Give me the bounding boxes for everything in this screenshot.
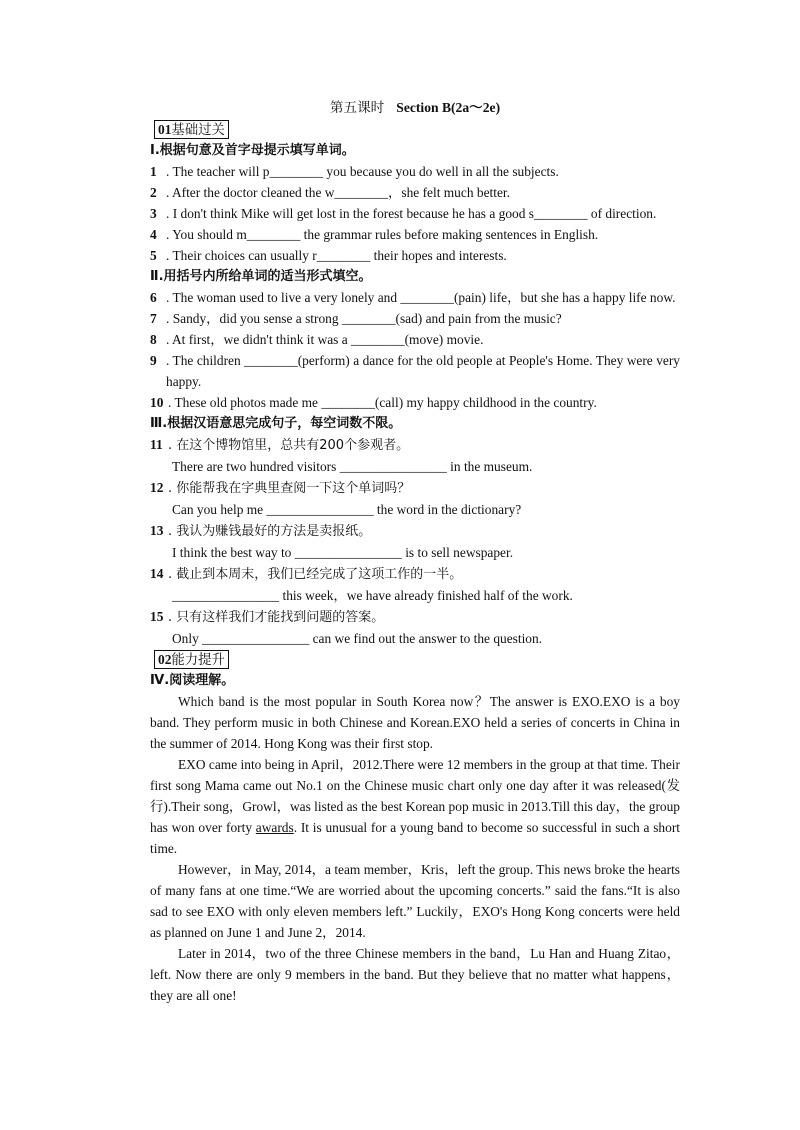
question-text: . Their choices can usually r________ their hopes and interests.	[166, 248, 507, 263]
question-7	[150, 308, 680, 329]
question-number: 4	[150, 227, 157, 242]
question-6	[150, 287, 680, 308]
question-13	[150, 520, 680, 542]
question-text: . At first，we didn't think it was a ________(move) movie.	[166, 332, 484, 347]
block-heading-basic	[154, 120, 229, 139]
question-11-english: There are two hundred visitors ________________ in the museum.	[172, 459, 533, 474]
question-text: . You should m________ the grammar rules before making sentences in English.	[166, 227, 599, 242]
question-5	[150, 245, 680, 266]
worksheet-page	[150, 98, 680, 1006]
question-1	[150, 161, 680, 182]
question-11	[150, 434, 680, 456]
block-number: 01	[158, 122, 172, 137]
passage-paragraph-4: Later in 2014，two of the three Chinese members in the band，Lu Han and Huang Zitao，left. Now there are only 9 members in the band. But they believe that no matter what happens，they are all one!	[150, 946, 680, 1003]
question-4	[150, 224, 680, 245]
question-chinese: . 在这个博物馆里，总共有200个参观者。	[168, 438, 410, 453]
part-3-title: Ⅲ.根据汉语意思完成句子，每空词数不限。	[150, 416, 402, 431]
question-12	[150, 477, 680, 499]
question-14	[150, 563, 680, 585]
question-chinese: . 你能帮我在字典里查阅一下这个单词吗？	[168, 481, 411, 496]
part-1-title: Ⅰ.根据句意及首字母提示填写单词。	[150, 143, 355, 158]
lesson-label: 第五课时	[329, 100, 385, 115]
question-text: . After the doctor cleaned the w________，she felt much better.	[166, 185, 510, 200]
block-title: 基础过关	[171, 122, 225, 137]
part-4-title: Ⅳ.阅读理解。	[150, 673, 235, 688]
question-9	[150, 350, 680, 392]
question-number: 13	[150, 523, 164, 538]
block-title: 能力提升	[171, 652, 225, 667]
part-1-items	[150, 161, 680, 266]
question-text: . The teacher will p________ you because you do well in all the subjects.	[166, 164, 559, 179]
question-15-english: Only ________________ can we find out the answer to the question.	[172, 631, 543, 646]
underlined-word: awards	[255, 820, 294, 835]
question-text: . These old photos made me ________(call) my happy childhood in the country.	[168, 395, 597, 410]
question-8	[150, 329, 680, 350]
passage-paragraph-2	[150, 754, 680, 859]
question-14-english: ________________ this week，we have already finished half of the work.	[172, 588, 573, 603]
question-number: 14	[150, 566, 164, 581]
question-chinese: . 截止到本周末，我们已经完成了这项工作的一半。	[168, 567, 463, 582]
question-chinese: . 只有这样我们才能找到问题的答案。	[168, 610, 385, 625]
paragraph-2-tail: . It is unusual for a young band to become so successful in such a short time.	[150, 820, 680, 856]
question-text: . Sandy，did you sense a strong ________(sad) and pain from the music?	[166, 311, 562, 326]
part-3-items	[150, 434, 680, 649]
passage-paragraph-3: However，in May, 2014，a team member，Kris，left the group. This news broke the hearts of many fans at one time.“We are worried about the upcoming concerts.” said the fans.“It is also sad to see EXO with only eleven members left.” Luckily，EXO's Hong Kong concerts were held as planned on June 1 and June 2，2014.	[150, 862, 680, 940]
question-number: 8	[150, 332, 157, 347]
question-10	[150, 392, 680, 413]
question-number: 3	[150, 206, 157, 221]
passage-paragraph-1: Which band is the most popular in South Korea now？The answer is EXO.EXO is a boy band. They perform music in both Chinese and Korean.EXO held a series of concerts in China in the summer of 2014. Hong Kong was their first stop.	[150, 694, 680, 751]
question-2	[150, 182, 680, 203]
question-chinese: . 我认为赚钱最好的方法是卖报纸。	[168, 524, 372, 539]
question-text: . The woman used to live a very lonely and ________(pain) life，but she has a happy life now.	[166, 290, 676, 305]
question-number: 7	[150, 311, 157, 326]
block-heading-advanced	[154, 650, 229, 669]
question-number: 15	[150, 609, 164, 624]
question-15	[150, 606, 680, 628]
question-12-english: Can you help me ________________ the word in the dictionary?	[172, 502, 522, 517]
question-number: 1	[150, 164, 157, 179]
question-number: 2	[150, 185, 157, 200]
question-text: . The children ________(perform) a dance for the old people at People's Home. They were very happy.	[166, 353, 680, 389]
question-number: 10	[150, 395, 164, 410]
question-3	[150, 203, 680, 224]
part-2-items	[150, 287, 680, 413]
part-2-title: Ⅱ.用括号内所给单词的适当形式填空。	[150, 269, 372, 284]
question-number: 9	[150, 353, 157, 368]
question-number: 12	[150, 480, 164, 495]
reading-passage	[150, 691, 680, 1006]
question-number: 5	[150, 248, 157, 263]
page-title	[150, 98, 680, 118]
question-text: . I don't think Mike will get lost in the forest because he has a good s________ of direction.	[166, 206, 657, 221]
question-number: 11	[150, 437, 163, 452]
paragraph-2-text: EXO came into being in April，2012.There were 12 members in the group at that time. Their first song Mama came out No.1 on the Chinese music chart only one day after it was released(发行).Their song，Growl，was listed as the best Korean pop music in 2013.Till this day，the group has won over forty	[150, 757, 680, 835]
question-13-english: I think the best way to ________________ is to sell newspaper.	[172, 545, 514, 560]
section-label: Section B(2a～2e)	[396, 100, 501, 115]
question-number: 6	[150, 290, 157, 305]
block-number: 02	[158, 652, 172, 667]
